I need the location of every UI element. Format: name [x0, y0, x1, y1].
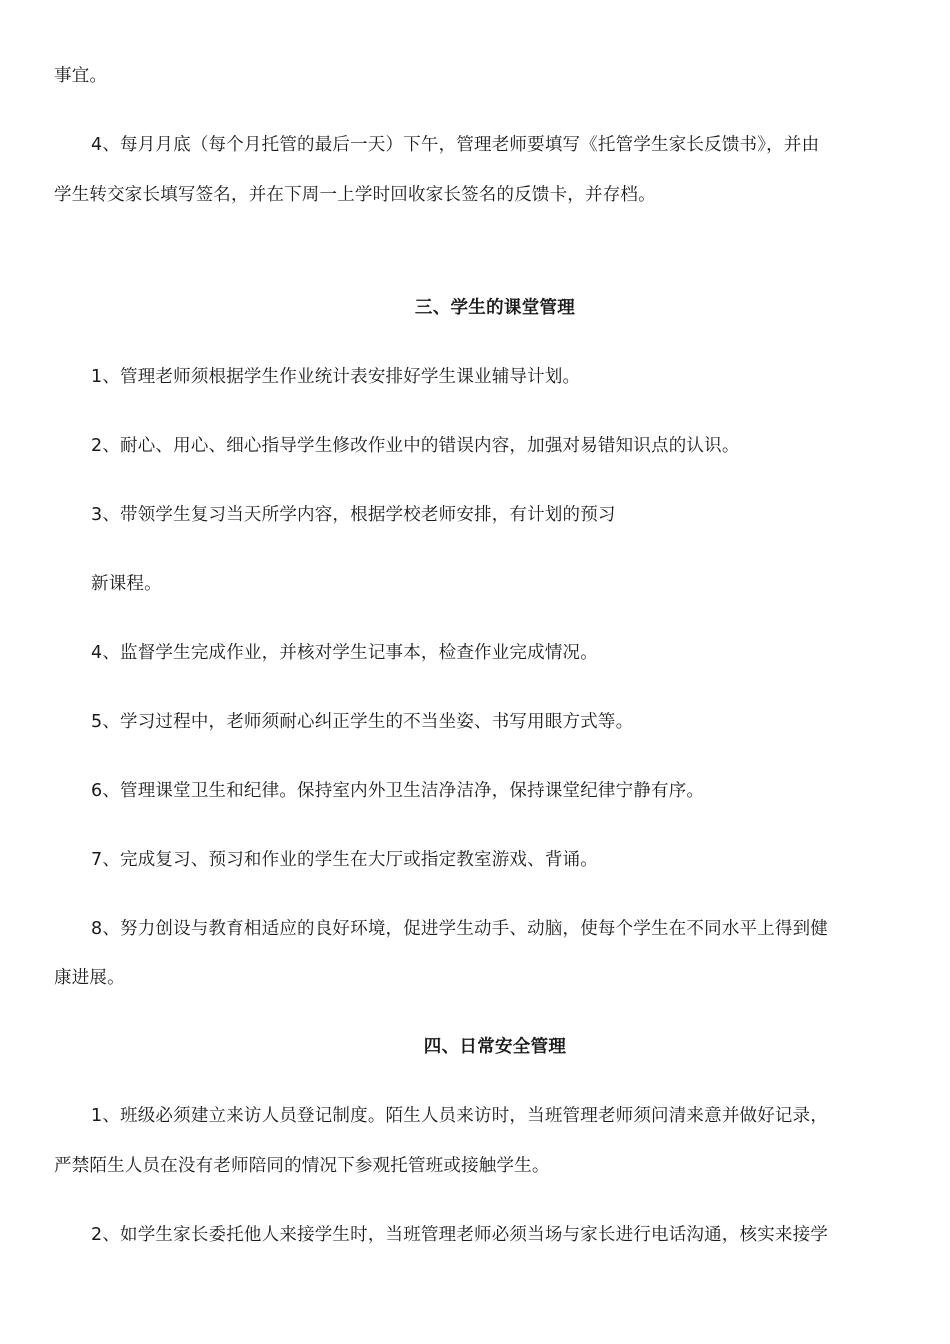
paragraph-line: 1、管理老师须根据学生作业统计表安排好学生课业辅导计划。	[91, 367, 581, 387]
paragraph-line: 1、班级必须建立来访人员登记制度。陌生人员来访时，当班管理老师须问清来意并做好记录，	[91, 1106, 829, 1126]
paragraph-line: 学生转交家长填写签名，并在下周一上学时回收家长签名的反馈卡，并存档。	[54, 185, 656, 205]
paragraph-line: 事宜。	[54, 66, 108, 86]
paragraph-line: 2、如学生家长委托他人来接学生时，当班管理老师必须当场与家长进行电话沟通，核实来接学	[91, 1225, 829, 1245]
paragraph-line: 5、学习过程中，老师须耐心纠正学生的不当坐姿、书写用眼方式等。	[91, 712, 634, 732]
paragraph-line: 4、每月月底（每个月托管的最后一天）下午，管理老师要填写《托管学生家长反馈书》，并由	[91, 135, 820, 155]
paragraph-line: 3、带领学生复习当天所学内容，根据学校老师安排，有计划的预习	[91, 505, 616, 525]
paragraph-line: 康进展。	[54, 968, 125, 988]
paragraph-line: 7、完成复习、预习和作业的学生在大厅或指定教室游戏、背诵。	[91, 850, 598, 870]
paragraph-line: 8、努力创设与教育相适应的良好环境，促进学生动手、动脑，使每个学生在不同水平上得到健	[91, 919, 829, 939]
paragraph-line: 新课程。	[91, 574, 162, 594]
paragraph-line: 4、监督学生完成作业，并核对学生记事本，检查作业完成情况。	[91, 643, 598, 663]
paragraph-line: 2、耐心、用心、细心指导学生修改作业中的错误内容，加强对易错知识点的认识。	[91, 436, 740, 456]
section-heading: 三、学生的课堂管理	[414, 298, 576, 318]
paragraph-line: 6、管理课堂卫生和纪律。保持室内外卫生洁净洁净，保持课堂纪律宁静有序。	[91, 781, 705, 801]
section-heading: 四、日常安全管理	[423, 1037, 567, 1057]
paragraph-line: 严禁陌生人员在没有老师陪同的情况下参观托管班或接触学生。	[54, 1156, 550, 1176]
